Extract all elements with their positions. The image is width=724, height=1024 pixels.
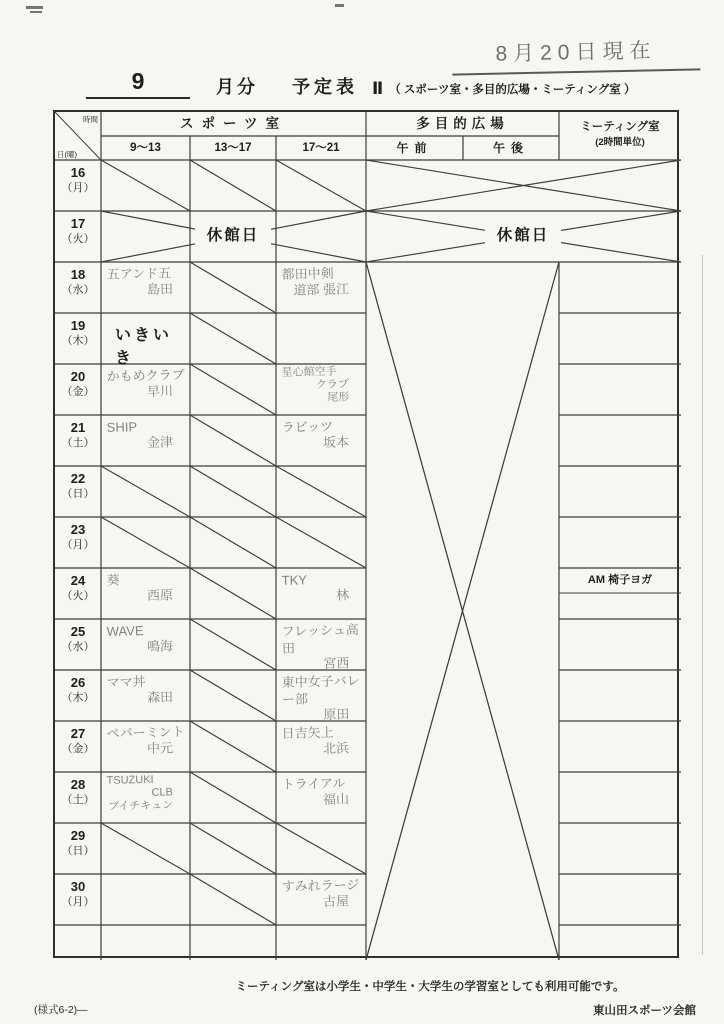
- schedule-entry: [275, 414, 366, 467]
- scan-mark: [26, 6, 43, 9]
- document-title: [86, 68, 635, 99]
- schedule-entry: [275, 363, 366, 416]
- handwritten-as-of-date: 8月20日現在: [452, 33, 701, 75]
- entry-line: トライアル: [281, 775, 346, 792]
- entry-line: 東中女子バレー部: [281, 673, 360, 707]
- entry-line: SHIP: [106, 419, 138, 435]
- entry-line: 坂本: [322, 434, 350, 450]
- entry-line: WAVE: [106, 623, 144, 639]
- date-cell: [55, 619, 101, 670]
- day-of-week: （月）: [61, 182, 95, 195]
- entry-line: 古屋: [322, 893, 350, 909]
- table-body: [55, 112, 681, 960]
- date-number: 26: [70, 675, 86, 690]
- entry-line: 鳴海: [146, 638, 174, 654]
- day-of-week: （水）: [61, 284, 95, 297]
- slot-afternoon: 午後: [492, 141, 529, 155]
- date-cell: [55, 670, 101, 721]
- schedule-entry: [100, 567, 190, 620]
- schedule-entry: [275, 873, 366, 926]
- entry-line: 中元: [146, 740, 174, 756]
- entry-line: 五アンド五: [106, 265, 172, 282]
- date-cell: [55, 772, 101, 823]
- date-cell: [55, 517, 101, 568]
- entry-line: ブイチキュン: [108, 798, 174, 813]
- date-number: 21: [70, 420, 86, 435]
- date-number: 27: [70, 726, 86, 741]
- entry-line: ママ丼: [106, 673, 146, 690]
- date-cell: [55, 874, 101, 925]
- meeting-room-unit-note: (2時間単位): [595, 137, 645, 149]
- day-of-week: （火）: [61, 233, 95, 246]
- entry-line: 宮西: [323, 655, 350, 671]
- scan-mark: [30, 11, 42, 13]
- schedule-entry: [275, 669, 366, 722]
- title-numeral: Ⅱ: [372, 79, 384, 98]
- meeting-room-title: ミーティング室: [580, 121, 660, 133]
- schedule-entry: [275, 567, 366, 620]
- title-room-list: （ スポーツ室・多目的広場・ミーティング室 ）: [389, 84, 636, 96]
- day-of-week: （土）: [61, 437, 95, 450]
- slot-17-21: 17～21: [302, 142, 340, 154]
- schedule-entry: [275, 720, 366, 773]
- entry-line: TSUZUKI: [106, 773, 154, 787]
- date-cell: [55, 568, 101, 619]
- closed-day-label: 休館日: [195, 225, 271, 247]
- schedule-table: [53, 110, 679, 958]
- day-of-week: （木）: [61, 335, 95, 348]
- date-number: 23: [70, 522, 86, 537]
- entry-line: ペパーミント: [106, 724, 185, 741]
- entry-line: ラビッツ: [281, 418, 334, 435]
- date-cell: [55, 823, 101, 874]
- corner-time-label: 時間: [83, 115, 98, 124]
- scan-edge-line: [702, 255, 703, 955]
- date-cell: [55, 160, 101, 211]
- date-number: 28: [70, 777, 86, 792]
- entry-line: 原田: [323, 706, 350, 722]
- facility-name: 東山田スポーツ会館: [592, 1005, 696, 1017]
- date-number: 24: [70, 573, 86, 588]
- entry-line: いきいき: [115, 327, 173, 367]
- schedule-entry: [101, 313, 190, 367]
- meeting-entry: AM 椅子ヨガ: [587, 574, 653, 586]
- schedule-entry: [275, 618, 366, 671]
- day-of-week: （金）: [61, 743, 95, 756]
- day-of-week: （土）: [61, 794, 95, 807]
- date-number: 19: [70, 318, 86, 333]
- entry-line: かもめクラブ: [106, 367, 185, 384]
- date-cell: [55, 211, 101, 262]
- entry-line: 日吉矢上: [281, 724, 334, 741]
- date-cell: [55, 262, 101, 313]
- date-number: 20: [70, 369, 86, 384]
- schedule-entry: [100, 363, 190, 416]
- title-month-number: 9: [86, 68, 190, 99]
- entry-line: 早川: [146, 383, 174, 399]
- title-month-suffix: 月分: [216, 77, 258, 97]
- corner-date-label: 日(曜): [57, 150, 77, 159]
- day-of-week: （日）: [61, 845, 95, 858]
- day-of-week: （木）: [61, 692, 95, 705]
- date-cell: [55, 415, 101, 466]
- date-cell: [55, 466, 101, 517]
- entry-line: 森田: [146, 689, 174, 705]
- entry-line: クラブ: [315, 378, 350, 391]
- entry-line: 尾形: [327, 390, 350, 404]
- entry-line: 林: [335, 587, 350, 603]
- schedule-entry: [100, 618, 190, 671]
- form-number: (様式6-2)―: [34, 1004, 88, 1016]
- entry-line: 星心館空手: [281, 365, 337, 379]
- day-of-week: （水）: [61, 641, 95, 654]
- footer-note: ミーティング室は小学生・中学生・大学生の学習室としても利用可能です。: [235, 981, 625, 993]
- schedule-entry: [275, 261, 366, 314]
- date-number: 17: [70, 216, 86, 231]
- day-of-week: （金）: [61, 386, 95, 399]
- entry-line: 福山: [322, 791, 350, 807]
- slot-morning: 午前: [396, 141, 433, 155]
- entry-line: 葵: [106, 572, 120, 588]
- day-of-week: （火）: [61, 590, 95, 603]
- day-of-week: （月）: [61, 896, 95, 909]
- schedule-entry: [100, 771, 190, 824]
- sports-room-header: スポーツ室: [180, 116, 287, 131]
- entry-line: すみれラージ: [281, 877, 360, 894]
- date-cell: [55, 364, 101, 415]
- entry-line: 北浜: [322, 740, 350, 756]
- day-of-week: （月）: [61, 539, 95, 552]
- date-cell: [55, 721, 101, 772]
- day-of-week: （日）: [61, 488, 95, 501]
- entry-line: フレッシュ高田: [281, 622, 359, 656]
- entry-line: CLB: [151, 786, 174, 799]
- scan-mark: [335, 4, 344, 7]
- entry-line: 都田中剣: [281, 265, 334, 282]
- date-number: 25: [70, 624, 86, 639]
- date-number: 29: [70, 828, 86, 843]
- entry-line: 道部 張江: [293, 281, 350, 298]
- slot-9-13: 9～13: [130, 142, 161, 154]
- schedule-entry: [100, 261, 190, 314]
- entry-line: 島田: [146, 281, 174, 297]
- entry-line: TKY: [281, 572, 308, 588]
- date-number: 22: [70, 471, 86, 486]
- closed-day-label: 休館日: [485, 225, 561, 247]
- schedule-entry: [275, 771, 366, 824]
- schedule-entry: [100, 414, 190, 467]
- multipurpose-plaza-header: 多目的広場: [416, 116, 509, 131]
- slot-13-17: 13～17: [214, 142, 252, 154]
- date-number: 30: [70, 879, 86, 894]
- date-cell: [55, 313, 101, 364]
- date-number: 16: [70, 165, 86, 180]
- entry-line: 金津: [146, 434, 174, 450]
- schedule-entry: [100, 669, 190, 722]
- schedule-entry: [100, 720, 190, 773]
- entry-line: 西原: [146, 587, 174, 603]
- title-main: 予定表: [292, 77, 358, 97]
- date-number: 18: [70, 267, 86, 282]
